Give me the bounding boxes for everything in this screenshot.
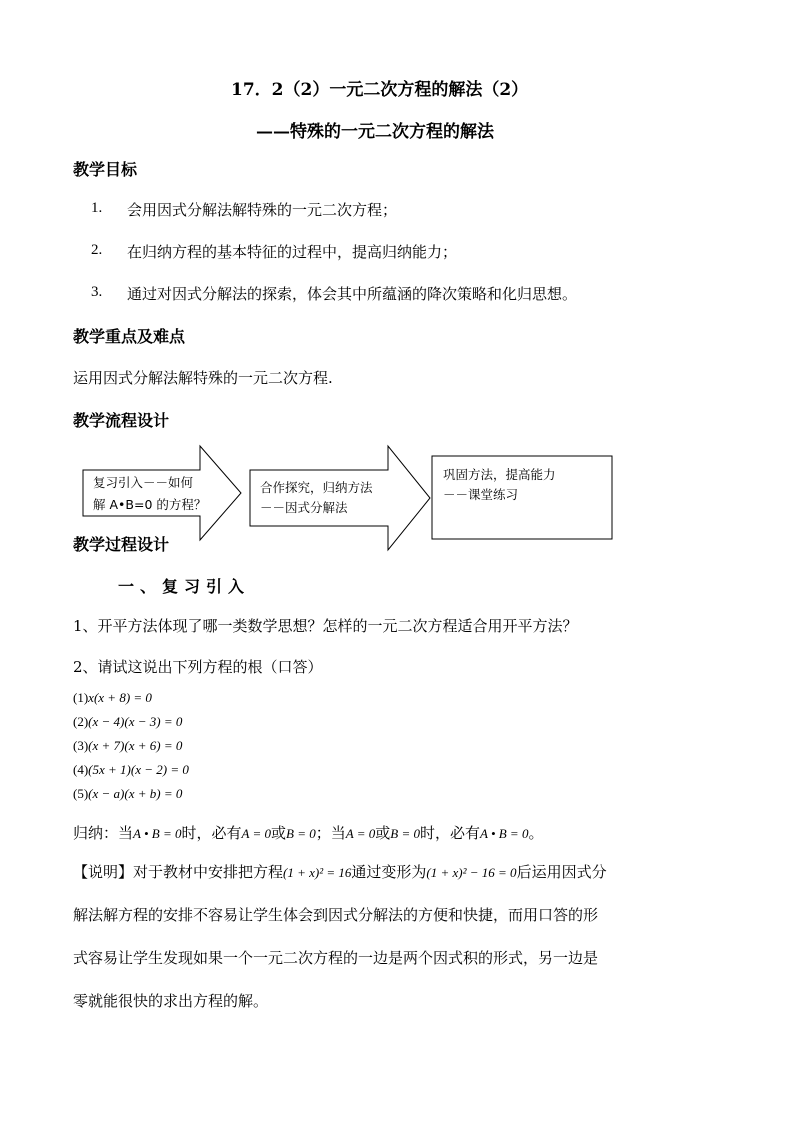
equation-number: (1) [73, 690, 89, 705]
question-2: 2、请试这说出下列方程的根（口答） [73, 658, 323, 676]
key-points-text: 运用因式分解法解特殊的一元二次方程. [73, 369, 333, 387]
equation [73, 690, 152, 706]
page-subtitle: ——特殊的一元二次方程的解法 [256, 122, 494, 142]
flow-arrow-1 [83, 446, 241, 540]
flow-arrow-2 [250, 446, 430, 550]
equation-number: (3) [73, 738, 89, 753]
equation [73, 786, 182, 802]
note-text: 【说明】对于教材中安排把方程 [73, 863, 284, 881]
note-text: 后运用因式分 [516, 863, 607, 881]
equation-number: (4) [73, 762, 89, 777]
summary-math: A • B = 0 [479, 826, 529, 841]
goal-number: 2. [91, 242, 103, 258]
note-text: 通过变形为 [351, 863, 427, 881]
summary-line [73, 822, 543, 843]
goal-number: 1. [91, 200, 103, 216]
question-1: 1、开平方法体现了哪一类数学思想？怎样的一元二次方程适合用开平方法？ [73, 617, 578, 635]
equation [73, 762, 189, 778]
process-heading: 教学过程设计 [73, 535, 170, 554]
flow-box3-line2: －－课堂练习 [443, 487, 519, 502]
equation-number: (5) [73, 786, 89, 801]
summary-text: 。 [528, 824, 544, 842]
summary-math: B = 0 [286, 826, 316, 841]
note-math: (1 + x)² = 16 [283, 865, 352, 880]
summary-math: A = 0 [345, 826, 376, 841]
section-heading-review: 一、复习引入 [118, 577, 251, 596]
equation-expr: (x − a)(x + b) = 0 [88, 786, 183, 801]
equation-number: (2) [73, 714, 89, 729]
flow-heading: 教学流程设计 [73, 411, 170, 430]
equation-expr: (5x + 1)(x − 2) = 0 [88, 762, 189, 777]
note-line [73, 851, 723, 894]
flow-box3-line1: 巩固方法，提高能力 [443, 467, 556, 482]
summary-math: B = 0 [390, 826, 420, 841]
equation-expr: (x + 7)(x + 6) = 0 [88, 738, 183, 753]
goal-item: 在归纳方程的基本特征的过程中，提高归纳能力； [127, 243, 458, 261]
flow-box2-line2: －－因式分解法 [260, 500, 348, 515]
summary-text: 或 [271, 824, 287, 842]
summary-text: 归纳：当 [73, 824, 134, 842]
note-paragraph [73, 851, 723, 1023]
summary-text: 时，必有 [181, 824, 242, 842]
note-line: 解法解方程的安排不容易让学生体会到因式分解法的方便和快捷，而用口答的形 [73, 906, 599, 924]
summary-text: 或 [375, 824, 391, 842]
flow-box2-line1: 合作探究，归纳方法 [260, 480, 373, 495]
goal-item: 会用因式分解法解特殊的一元二次方程； [127, 201, 398, 219]
equation-expr: x(x + 8) = 0 [88, 690, 152, 705]
equation [73, 714, 182, 730]
goal-item: 通过对因式分解法的探索，体会其中所蕴涵的降次策略和化归思想。 [127, 285, 578, 303]
goal-number: 3. [91, 284, 103, 300]
note-math: (1 + x)² − 16 = 0 [426, 865, 517, 880]
summary-text: 时，必有 [419, 824, 480, 842]
equation [73, 738, 182, 754]
equation-expr: (x − 4)(x − 3) = 0 [88, 714, 183, 729]
summary-text: ；当 [315, 824, 346, 842]
goals-heading: 教学目标 [73, 160, 138, 179]
flow-box1-line1: 复习引入－－如何 [93, 475, 194, 490]
summary-math: A • B = 0 [133, 826, 182, 841]
page-title: 17．2（2）一元二次方程的解法（2） [231, 80, 529, 100]
summary-math: A = 0 [241, 826, 271, 841]
note-line: 零就能很快的求出方程的解。 [73, 992, 269, 1010]
key-points-heading: 教学重点及难点 [73, 327, 186, 346]
flow-box1-line2: 解 A•B=0 的方程？ [93, 497, 207, 512]
note-line: 式容易让学生发现如果一个一元二次方程的一边是两个因式积的形式，另一边是 [73, 949, 599, 967]
